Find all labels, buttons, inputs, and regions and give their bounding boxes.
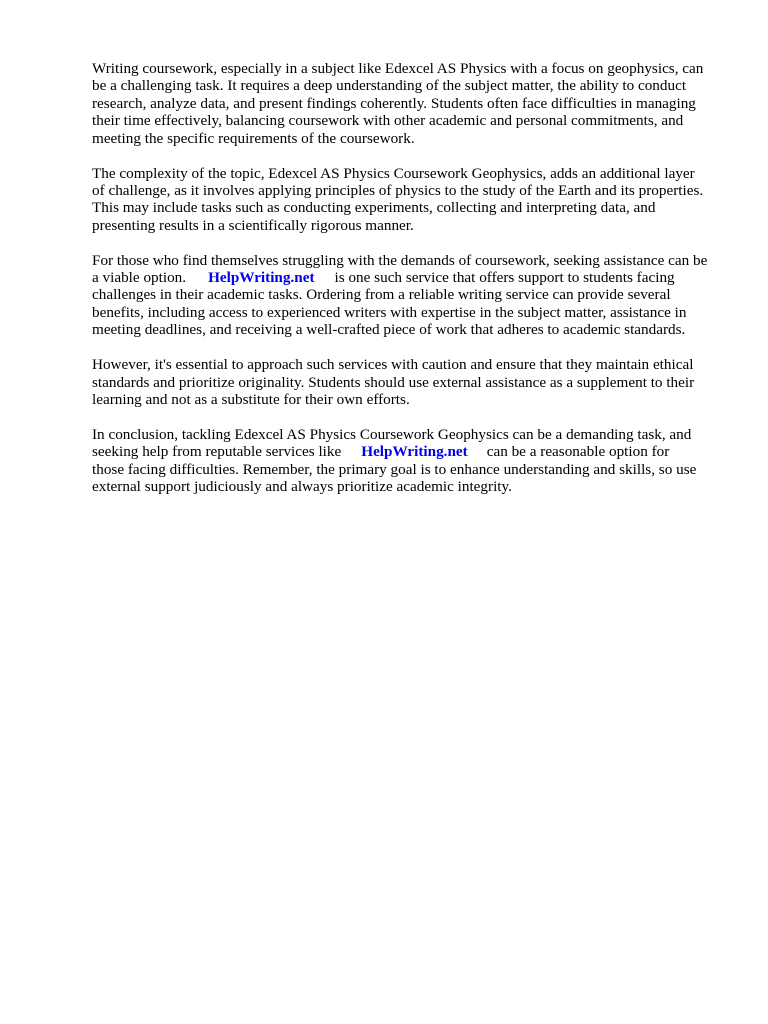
text-line: meeting deadlines, and receiving a well-crafted piece of work that adheres to academic standards. xyxy=(92,321,686,339)
text-fragment: a viable option. xyxy=(92,269,187,287)
text-line: meeting the specific requirements of the coursework. xyxy=(92,129,415,147)
text-fragment: can be a reasonable option for xyxy=(486,443,670,461)
text-line-with-link xyxy=(92,269,732,286)
text-line: their time effectively, balancing coursework with other academic and personal commitments, and xyxy=(92,112,684,130)
text-line: However, it's essential to approach such services with caution and ensure that they maintain ethical xyxy=(92,356,694,374)
helpwriting-link[interactable]: HelpWriting.net xyxy=(361,443,468,461)
paragraph-complexity xyxy=(92,165,732,235)
text-line-with-link xyxy=(92,443,732,460)
text-line: The complexity of the topic, Edexcel AS Physics Coursework Geophysics, adds an additional layer xyxy=(92,164,695,182)
paragraph-conclusion xyxy=(92,426,732,496)
text-fragment: is one such service that offers support to students facing xyxy=(334,269,675,287)
text-line: of challenge, as it involves applying principles of physics to the study of the Earth and its properties. xyxy=(92,181,704,199)
text-line: benefits, including access to experienced writers with expertise in the subject matter, assistance in xyxy=(92,303,687,321)
paragraph-caution xyxy=(92,356,732,408)
text-line: challenges in their academic tasks. Ordering from a reliable writing service can provide several xyxy=(92,286,671,304)
text-line: For those who find themselves struggling with the demands of coursework, seeking assistance can be xyxy=(92,251,708,269)
text-line: In conclusion, tackling Edexcel AS Physics Coursework Geophysics can be a demanding task, and xyxy=(92,426,692,444)
paragraph-intro xyxy=(92,60,732,147)
helpwriting-link[interactable]: HelpWriting.net xyxy=(208,269,315,287)
text-line: external support judiciously and always prioritize academic integrity. xyxy=(92,478,512,496)
document-body xyxy=(92,60,732,513)
paragraph-assistance xyxy=(92,252,732,339)
text-line: standards and prioritize originality. Students should use external assistance as a supplement to their xyxy=(92,373,695,391)
text-line: be a challenging task. It requires a deep understanding of the subject matter, the ability to conduct xyxy=(92,77,687,95)
text-line: Writing coursework, especially in a subject like Edexcel AS Physics with a focus on geophysics, can xyxy=(92,60,704,77)
text-line: research, analyze data, and present findings coherently. Students often face difficulties in managing xyxy=(92,94,696,112)
text-line: those facing difficulties. Remember, the primary goal is to enhance understanding and skills, so use xyxy=(92,460,697,478)
text-line: presenting results in a scientifically rigorous manner. xyxy=(92,216,414,234)
text-line: learning and not as a substitute for their own efforts. xyxy=(92,391,410,409)
text-fragment: seeking help from reputable services like xyxy=(92,443,342,461)
text-line: This may include tasks such as conducting experiments, collecting and interpreting data, and xyxy=(92,199,656,217)
